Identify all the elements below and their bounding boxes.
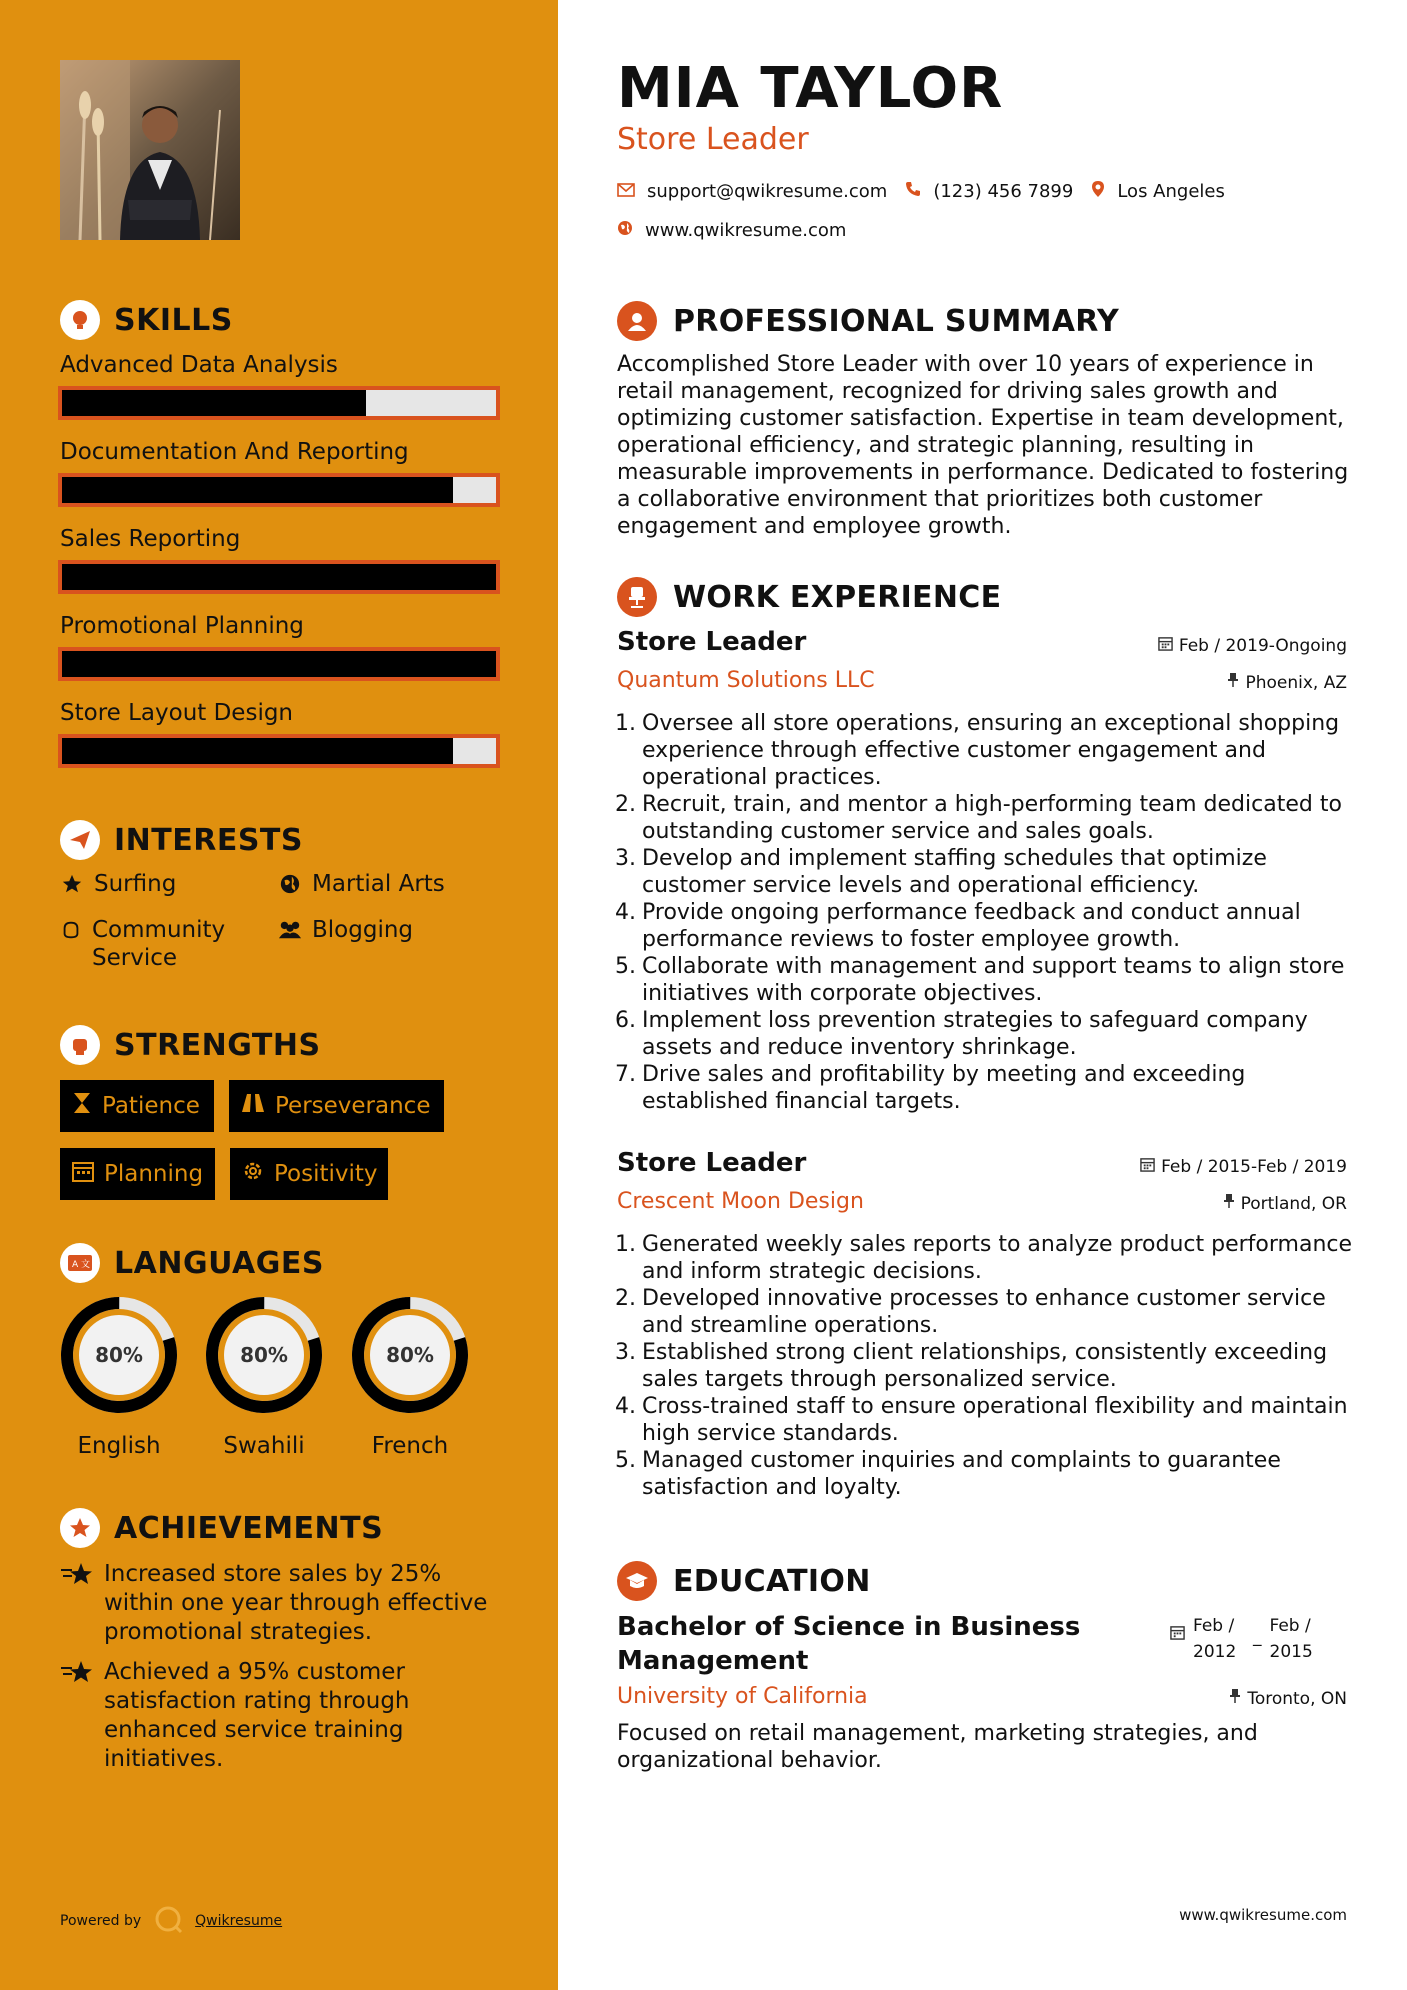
education-dates — [1170, 1613, 1322, 1665]
skill-bar — [58, 560, 500, 594]
language-percent: 80% — [240, 1343, 288, 1367]
list-item: 1. Oversee all store operations, ensuring an exceptional shopping experience through effective customer engagement and operational practices. — [615, 711, 1340, 790]
star-icon — [60, 870, 84, 898]
shooting-star-icon — [60, 1560, 94, 1590]
job-duties-list — [612, 1231, 1357, 1501]
skill-label: Promotional Planning — [60, 613, 304, 639]
strength-label: Planning — [104, 1161, 204, 1187]
footer-url[interactable]: www.qwikresume.com — [1179, 1906, 1347, 1924]
gear-icon — [242, 1160, 264, 1188]
language-label: French — [371, 1433, 449, 1459]
degree-title: Bachelor of Science in Business Management — [617, 1612, 1081, 1676]
skill-bar — [58, 473, 500, 507]
hand-icon — [60, 916, 82, 944]
education-description: Focused on retail management, marketing strategies, and organizational behavior. — [617, 1721, 1258, 1773]
pushpin-icon — [1229, 1688, 1241, 1709]
achievement-item — [60, 1658, 500, 1774]
strengths-heading — [60, 1025, 321, 1065]
sidebar — [0, 0, 558, 1990]
profile-photo — [60, 60, 240, 240]
job-dates — [1158, 636, 1347, 656]
skill-bar — [58, 386, 500, 420]
list-item: 4. Provide ongoing performance feedback and conduct annual performance reviews to foster employee growth. — [615, 900, 1301, 952]
education-start: Feb / 2012 — [1193, 1616, 1237, 1662]
star-badge-icon — [60, 1508, 100, 1548]
language-donut — [350, 1295, 470, 1415]
languages-heading — [60, 1243, 324, 1283]
date-separator: _ — [1253, 1627, 1262, 1647]
calendar-icon — [1170, 1625, 1185, 1665]
strengths-title: STRENGTHS — [114, 1027, 321, 1063]
globe-icon — [278, 870, 302, 898]
list-item: 1. Generated weekly sales reports to analyze product performance and inform strategic decisions. — [615, 1232, 1353, 1284]
education-location — [1229, 1688, 1347, 1709]
education-end: Feb / 2015 — [1269, 1616, 1313, 1662]
graduation-cap-icon — [617, 1561, 657, 1601]
skills-heading — [60, 300, 233, 340]
road-icon — [241, 1092, 265, 1120]
job-company: Quantum Solutions LLC — [617, 668, 875, 693]
education-heading — [617, 1561, 871, 1601]
skill-bar — [58, 734, 500, 768]
language-label: Swahili — [223, 1433, 305, 1459]
pushpin-icon — [1227, 672, 1239, 693]
achievement-text: Increased store sales by 25% within one year through effective promotional strategies. — [104, 1561, 488, 1645]
job-dates — [1140, 1157, 1347, 1177]
skill-bar — [58, 647, 500, 681]
contact-row — [617, 180, 1225, 203]
language-item — [204, 1295, 324, 1459]
phone-icon — [905, 181, 921, 202]
skill-bar-fill — [62, 477, 453, 503]
pushpin-icon — [1223, 1193, 1235, 1214]
candidate-name: MIA TAYLOR — [617, 56, 1004, 121]
achievements-heading — [60, 1508, 383, 1548]
language-percent: 80% — [95, 1343, 143, 1367]
achievement-text: Achieved a 95% customer satisfaction rating through enhanced service training initiatives. — [104, 1659, 410, 1772]
job-location-text: Portland, OR — [1240, 1193, 1347, 1214]
location-text: Los Angeles — [1117, 181, 1225, 202]
qwikresume-logo-icon — [153, 1904, 183, 1938]
skill-label: Advanced Data Analysis — [60, 352, 338, 378]
language-donut — [204, 1295, 324, 1415]
language-donut — [59, 1295, 179, 1415]
language-item — [350, 1295, 470, 1459]
strength-badge — [230, 1148, 388, 1200]
list-item: 3. Develop and implement staffing schedules that optimize customer service levels and operational efficiency. — [615, 846, 1267, 898]
interests-heading — [60, 820, 303, 860]
list-item: 5. Collaborate with management and support teams to align store initiatives with corporate objectives. — [615, 954, 1345, 1006]
interest-item — [60, 870, 176, 898]
interest-item — [278, 916, 413, 944]
languages-title: LANGUAGES — [114, 1245, 324, 1281]
website-row — [617, 220, 846, 241]
language-percent: 80% — [386, 1343, 434, 1367]
school-name: University of California — [617, 1684, 868, 1709]
strength-badge — [60, 1148, 215, 1200]
envelope-icon — [617, 181, 635, 202]
job-dates-text: Feb / 2019-Ongoing — [1178, 636, 1347, 656]
strength-badge — [229, 1080, 444, 1132]
fist-icon — [60, 1025, 100, 1065]
language-icon — [60, 1243, 100, 1283]
job-company: Crescent Moon Design — [617, 1189, 864, 1214]
list-item: 5. Managed customer inquiries and complaints to guarantee satisfaction and loyalty. — [615, 1448, 1281, 1500]
skill-label: Store Layout Design — [60, 700, 294, 726]
phone-text[interactable]: (123) 456 7899 — [933, 181, 1074, 202]
interest-label: Community Service — [92, 917, 226, 971]
paper-plane-icon — [60, 820, 100, 860]
job-location — [1227, 672, 1347, 693]
skill-bar-fill — [62, 564, 496, 590]
language-label: English — [77, 1433, 161, 1459]
interest-label: Martial Arts — [312, 871, 445, 897]
powered-by-label: Powered by — [60, 1913, 142, 1929]
list-item: 2. Developed innovative processes to enhance customer service and streamline operations. — [615, 1286, 1326, 1338]
interest-item — [278, 870, 445, 898]
job-dates-text: Feb / 2015-Feb / 2019 — [1161, 1157, 1347, 1177]
list-item: 2. Recruit, train, and mentor a high-performing team dedicated to outstanding customer service and sales goals. — [615, 792, 1342, 844]
skill-label: Sales Reporting — [60, 526, 241, 552]
list-item: 7. Drive sales and profitability by meeting and exceeding established financial targets. — [615, 1062, 1246, 1114]
hourglass-icon — [72, 1091, 92, 1121]
achievements-title: ACHIEVEMENTS — [114, 1510, 384, 1546]
lightbulb-icon — [60, 300, 100, 340]
achievement-item — [60, 1560, 500, 1647]
interest-item — [60, 916, 260, 972]
skill-bar-fill — [62, 651, 496, 677]
website-text[interactable]: www.qwikresume.com — [645, 220, 847, 241]
language-item — [59, 1295, 179, 1459]
summary-text: Accomplished Store Leader with over 10 years of experience in retail management, recognized for driving sales growth and optimizing customer satisfaction. Expertise in team development, operational efficiency, and strategic planning, resulting in measurable improvements in performance. Dedicated to fostering a collaborative environment that prioritizes both customer engagement and employee growth. — [617, 352, 1349, 539]
education-title: EDUCATION — [673, 1563, 871, 1599]
calendar-icon — [1158, 636, 1173, 656]
globe-icon — [617, 220, 633, 241]
office-chair-icon — [617, 577, 657, 617]
user-icon — [617, 301, 657, 341]
skill-label: Documentation And Reporting — [60, 439, 409, 465]
qwikresume-link[interactable]: Qwikresume — [195, 1913, 283, 1929]
list-item: 4. Cross-trained staff to ensure operational flexibility and maintain high service standards. — [615, 1394, 1348, 1446]
job-location — [1223, 1193, 1347, 1214]
interest-label: Surfing — [94, 871, 177, 897]
svg-text:A 文: A 文 — [72, 1260, 91, 1270]
interest-label: Blogging — [312, 917, 414, 943]
strength-label: Perseverance — [275, 1093, 431, 1119]
job-title: Store Leader — [617, 1148, 807, 1178]
job-duties-list — [612, 710, 1357, 1115]
map-pin-icon — [1091, 180, 1105, 203]
shooting-star-icon — [60, 1658, 94, 1688]
skill-bar-fill — [62, 738, 453, 764]
strength-label: Positivity — [274, 1161, 378, 1187]
job-location-text: Phoenix, AZ — [1245, 672, 1347, 693]
strength-label: Patience — [102, 1093, 200, 1119]
job-title: Store Leader — [617, 627, 807, 657]
list-item: 3. Established strong client relationships, consistently exceeding sales targets through personalized service. — [615, 1340, 1328, 1392]
experience-title: WORK EXPERIENCE — [673, 579, 1002, 615]
summary-heading — [617, 301, 1119, 341]
powered-by — [60, 1904, 282, 1938]
education-location-text: Toronto, ON — [1247, 1688, 1347, 1709]
calendar-icon — [72, 1160, 94, 1188]
skill-bar-fill — [62, 390, 366, 416]
list-item: 6. Implement loss prevention strategies to safeguard company assets and reduce inventory shrinkage. — [615, 1008, 1308, 1060]
email-text[interactable]: support@qwikresume.com — [647, 181, 888, 202]
summary-title: PROFESSIONAL SUMMARY — [673, 303, 1120, 339]
calendar-icon — [1140, 1157, 1155, 1177]
experience-heading — [617, 577, 1001, 617]
strength-badge — [60, 1080, 214, 1132]
users-icon — [278, 916, 302, 944]
skills-title: SKILLS — [114, 302, 233, 338]
interests-title: INTERESTS — [114, 822, 303, 858]
candidate-title: Store Leader — [617, 122, 809, 157]
